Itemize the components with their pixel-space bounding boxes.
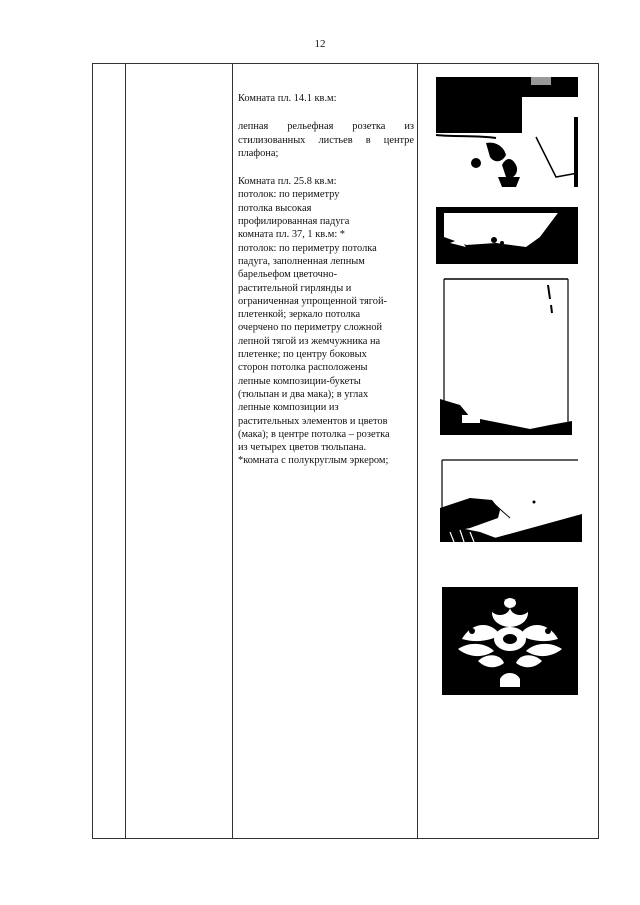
room2-text-line: потолок: по периметру потолка [238,242,377,254]
room2-text-line: сторон потолка расположены [238,362,368,374]
ceiling-plain-photo [440,275,572,435]
description-cell [238,92,414,468]
bay-window-ceiling-photo [440,458,582,542]
room2-text-line: (мака); в центре потолка – розетка [238,428,390,440]
room2-text-line: комната пл. 37, 1 кв.м: * [238,229,346,241]
column-border [232,63,233,839]
ceiling-cove-photo [436,207,578,264]
room2-text-line: падуга, заполненная лепным [238,255,365,267]
room1-text-line: стилизованных листьев в центре [238,134,414,146]
room2-text-line: ограниченная упрощенной тягой- [238,295,387,307]
room1-heading: Комната пл. 14.1 кв.м: [238,93,337,104]
table-bottom-border [92,838,599,839]
column-border [92,63,93,839]
column-border [125,63,126,839]
room2-text-line: профилированная падуга [238,216,350,228]
room2-text-line: лепные композиции-букеты [238,375,361,387]
room2-text-line: лепной тягой из жемчужника на [238,335,381,347]
page-number: 12 [314,38,326,50]
room2-text-line: растительной гирлянды и [238,282,352,294]
flower-rosette-photo [442,587,578,695]
room2-text-line: (тюльпан и два мака); в углах [238,388,369,400]
room1-text-line: плафона; [238,147,279,159]
room2-text-line: барельефом цветочно- [238,269,338,281]
room2-text-line: потолок: по периметру [238,189,340,201]
room2-text-line: плетенке; по центру боковых [238,349,367,361]
room2-text-line: лепные композиции из [238,402,339,414]
ceiling-rosette-photo [436,77,578,187]
column-border [598,63,599,839]
room2-text-line: *комната с полукруглым эркером; [238,455,389,467]
room2-text-line: Комната пл. 25.8 кв.м: [238,176,337,188]
room1-text-line: лепная рельефная розетка из [238,121,414,133]
room2-text-line: плетенкой; зеркало потолка [238,309,361,321]
table-top-border [92,63,599,64]
room2-text-line: растительных элементов и цветов [238,415,388,427]
column-border [417,63,418,839]
room2-text-line: потолка высокая [238,202,312,214]
room2-text-line: из четырех цветов тюльпана. [238,442,367,454]
room2-text-line: очерчено по периметру сложной [238,322,383,334]
